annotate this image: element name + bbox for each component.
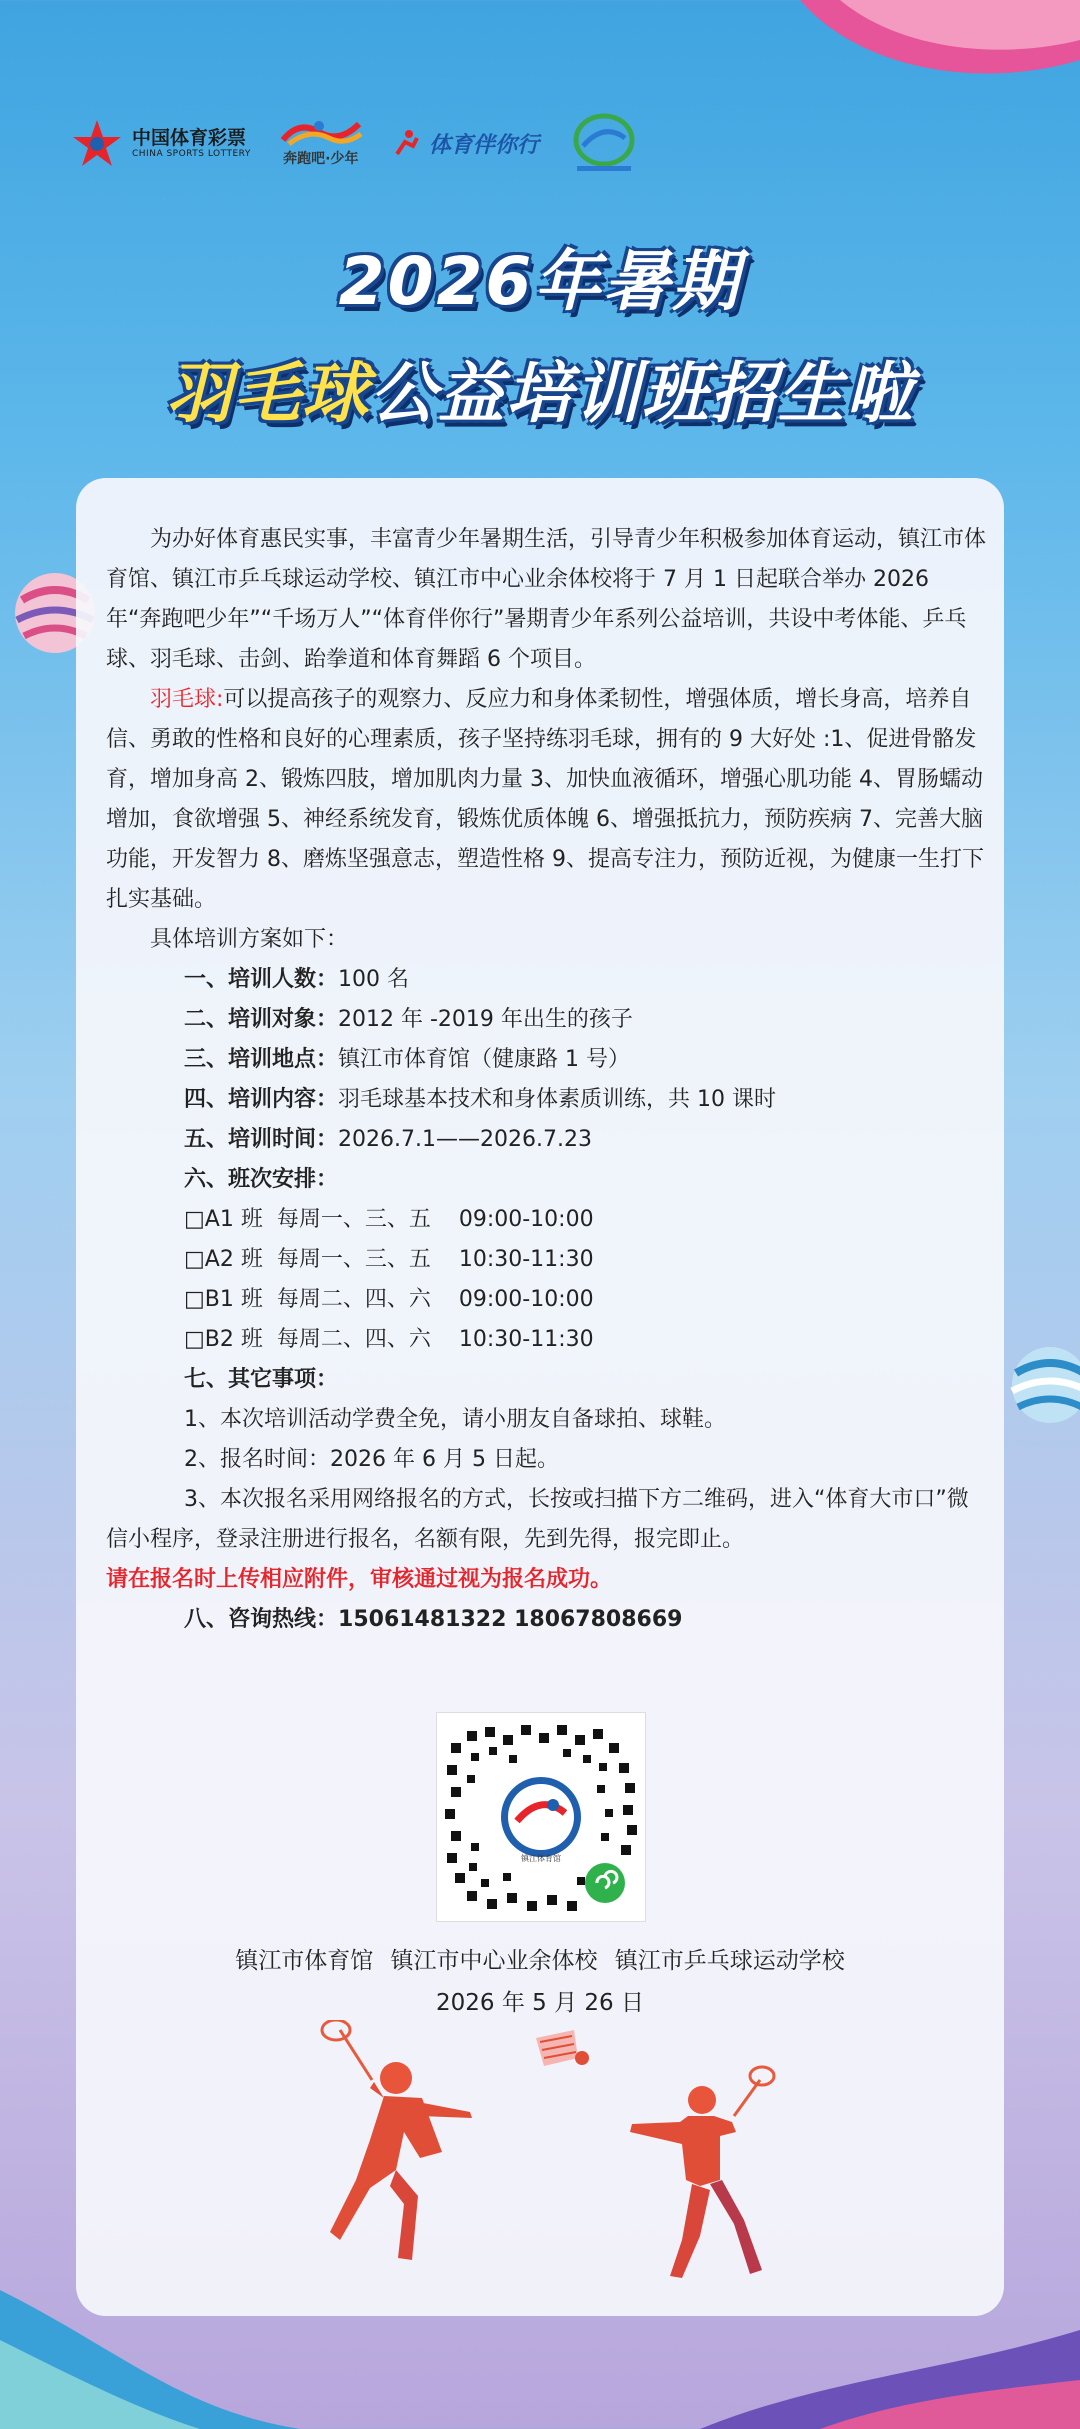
plan-item (106, 1000, 986, 1040)
plan-item-value: 镇江市体育馆（健康路 1 号） (338, 1047, 630, 1072)
plan-item-value: 2026.7.1——2026.7.23 (338, 1127, 592, 1152)
badminton-label: 羽毛球: (150, 687, 224, 712)
plan-item-label: 四、培训内容： (184, 1087, 339, 1112)
class-days: 每周二、四、六 (276, 1287, 431, 1312)
plan-item-label: 一、培训人数： (184, 967, 339, 992)
plan-item (106, 1080, 986, 1120)
issue-date: 2026 年 5 月 26 日 (436, 1990, 644, 2016)
class-row (106, 1320, 986, 1360)
plan-item-label: 二、培训对象： (184, 1007, 339, 1032)
qr-code-pattern (437, 1713, 645, 1921)
class-days: 每周二、四、六 (276, 1327, 431, 1352)
hotline-label: 八、咨询热线： (184, 1607, 339, 1632)
class-name: □A1 班 (184, 1207, 263, 1232)
plan-item-label: 五、培训时间： (184, 1127, 339, 1152)
badminton-text: 可以提高孩子的观察力、反应力和身体柔韧性，增强体质，增长身高，培养自信、勇敢的性格和良好的心理素质，孩子坚持练羽毛球，拥有的 9 大好处 :1、促进骨骼发育，增加身高 2、锻炼四肢，增加肌肉力量 3、加快血液循环，增强心肌功能 4、胃肠蠕动增加，食欲增强 5、神经系统发育，锻炼优质体魄 6、增强抵抗力，预防疾病 7、完善大脑功能，开发智力 8、磨炼坚强意志，塑造性格 9、提高专注力，预防近视，为健康一生打下扎实基础。 (106, 687, 984, 912)
plan-intro: 具体培训方案如下： (150, 927, 349, 952)
badminton-player-left-illustration (300, 2020, 500, 2280)
shuttlecock-icon (532, 2028, 592, 2078)
class-time: 10:30-11:30 (458, 1327, 594, 1352)
warning-text: 请在报名时上传相应附件，审核通过视为报名成功。 (106, 1567, 613, 1592)
plan-item (106, 1040, 986, 1080)
title-line-2-rest: 公益培训班招生啦 (370, 355, 914, 432)
lottery-star-icon (70, 116, 124, 170)
title-line-2 (0, 340, 1080, 435)
other-label: 七、其它事项： (184, 1367, 339, 1392)
sports-partner-logo (391, 128, 539, 159)
lottery-name-en: CHINA SPORTS LOTTERY (132, 148, 251, 159)
title-line-1: 2026年暑期 (338, 243, 742, 320)
run-youth-text: 奔跑吧·少年 (283, 151, 359, 167)
hotline-phone-2[interactable]: 18067808669 (514, 1607, 683, 1632)
intro-paragraph: 为办好体育惠民实事，丰富青少年暑期生活，引导青少年积极参加体育运动，镇江市体育馆、镇江市乒乓球运动学校、镇江市中心业余体校将于 7 月 1 日起联合举办 2026 年“奔跑吧少年”“千场万人”“体育伴你行”暑期青少年系列公益培训，共设中考体能、乒乓球、羽毛球、击剑、跆拳道和体育舞蹈 6 个项目。 (106, 527, 987, 672)
notice-content (106, 520, 986, 1640)
sports-partner-text: 体育伴你行 (428, 132, 539, 158)
hotline-row (106, 1600, 986, 1640)
note-item: 1、本次培训活动学费全免，请小朋友自备球拍、球鞋。 (184, 1407, 726, 1432)
title-highlight-badminton: 羽毛球 (166, 355, 370, 432)
badminton-player-right-illustration (610, 2060, 780, 2290)
class-row (106, 1280, 986, 1320)
class-name: □A2 班 (184, 1247, 263, 1272)
class-time: 10:30-11:30 (458, 1247, 594, 1272)
qr-caption: 镇江体育馆 (521, 1854, 561, 1863)
class-row (106, 1200, 986, 1240)
class-days: 每周一、三、五 (276, 1247, 431, 1272)
logo-bar (70, 108, 641, 178)
class-name: □B2 班 (184, 1327, 263, 1352)
china-sports-lottery-logo (70, 116, 251, 170)
note-item: 3、本次报名采用网络报名的方式，长按或扫描下方二维码，进入“体育大市口”微信小程序，登录注册进行报名，名额有限，先到先得，报完即止。 (106, 1487, 969, 1552)
hotline-phone-1[interactable]: 15061481322 (338, 1607, 507, 1632)
plan-item-value: 羽毛球基本技术和身体素质训练，共 10 课时 (338, 1087, 776, 1112)
other-heading (106, 1360, 986, 1400)
run-youth-logo (279, 118, 363, 168)
right-ball-decoration (1010, 1345, 1080, 1425)
plan-item (106, 1120, 986, 1160)
partner-runner-icon (391, 128, 421, 158)
class-time: 09:00-10:00 (458, 1287, 594, 1312)
class-days: 每周一、三、五 (276, 1207, 431, 1232)
plan-item-label: 三、培训地点： (184, 1047, 339, 1072)
class-name: □B1 班 (184, 1287, 263, 1312)
schedule-label: 六、班次安排： (184, 1167, 339, 1192)
round-sports-emblem-icon (567, 112, 641, 174)
lottery-name-cn: 中国体育彩票 (132, 126, 247, 149)
organizer-names: 镇江市体育馆 镇江市中心业余体校 镇江市乒乓球运动学校 (235, 1948, 845, 1974)
badminton-paragraph (106, 680, 986, 920)
class-row (106, 1240, 986, 1280)
plan-item-value: 2012 年 -2019 年出生的孩子 (338, 1007, 633, 1032)
plan-item-value: 100 名 (338, 967, 410, 992)
plan-item (106, 960, 986, 1000)
mini-program-qr-code[interactable] (436, 1712, 646, 1922)
schedule-heading (106, 1160, 986, 1200)
note-item: 2、报名时间：2026 年 6 月 5 日起。 (184, 1447, 559, 1472)
top-right-wave-decoration (780, 0, 1080, 120)
run-youth-figure-icon (279, 118, 363, 148)
class-time: 09:00-10:00 (458, 1207, 594, 1232)
